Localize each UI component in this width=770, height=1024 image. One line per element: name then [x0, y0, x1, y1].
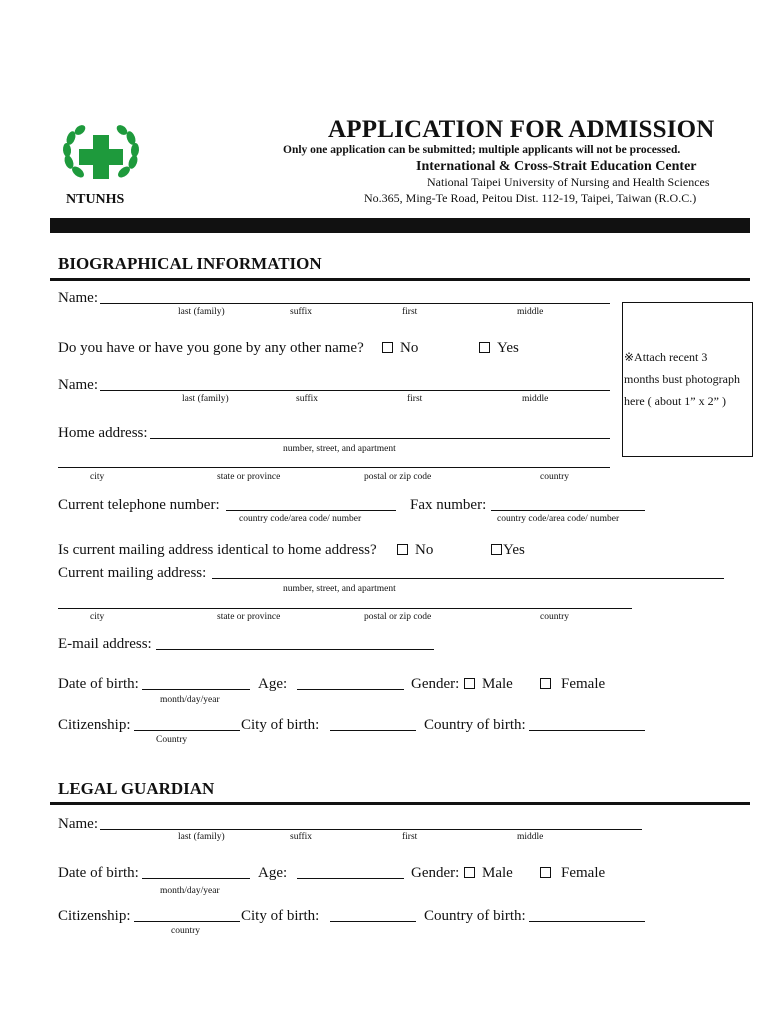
home-address-label: Home address:	[58, 425, 148, 441]
checkbox-icon[interactable]	[479, 342, 490, 353]
other-name-hint-suffix: suffix	[296, 394, 318, 404]
home-address-hint: number, street, and apartment	[283, 444, 396, 454]
age-input[interactable]	[297, 674, 404, 690]
checkbox-icon[interactable]	[464, 867, 475, 878]
home-hint-city: city	[90, 472, 105, 482]
checkbox-icon[interactable]	[540, 678, 551, 689]
mailing-address-input[interactable]	[212, 563, 724, 579]
fax-hint: country code/area code/ number	[497, 514, 620, 524]
other-name-yes-option[interactable]	[479, 340, 519, 357]
mailing-no-label: No	[415, 542, 434, 558]
subtitle: Only one application can be submitted; multiple applicants will not be processed.	[283, 144, 681, 156]
guardian-hint-last: last (family)	[178, 832, 225, 842]
name-hint-last: last (family)	[178, 307, 225, 317]
guardian-hint-first: first	[402, 832, 418, 842]
guardian-dob-input[interactable]	[142, 863, 250, 879]
guardian-city-birth-label: City of birth:	[241, 908, 320, 924]
other-name-question: Do you have or have you gone by any other name?	[58, 340, 364, 356]
dob-label: Date of birth:	[58, 676, 139, 692]
page-title: APPLICATION FOR ADMISSION	[328, 116, 715, 143]
home-hint-state: state or province	[217, 472, 281, 482]
name-hint-first: first	[402, 307, 418, 317]
mailing-yes-option[interactable]	[491, 542, 525, 559]
other-name-input[interactable]	[100, 375, 610, 391]
citizenship-hint: Country	[156, 735, 188, 745]
mailing-hint-city: city	[90, 612, 105, 622]
photo-note-line3: here ( about 1” x 2” )	[624, 394, 726, 408]
logo-text: NTUNHS	[66, 192, 125, 207]
name-hint-suffix: suffix	[290, 307, 312, 317]
guardian-dob-label: Date of birth:	[58, 865, 139, 881]
section-heading-bio: BIOGRAPHICAL INFORMATION	[58, 254, 322, 273]
city-birth-label: City of birth:	[241, 717, 320, 733]
green-cross-logo-icon	[56, 122, 146, 192]
mailing-no-option[interactable]	[397, 542, 433, 559]
guardian-country-birth-input[interactable]	[529, 906, 645, 922]
dob-input[interactable]	[142, 674, 250, 690]
email-label: E-mail address:	[58, 636, 152, 652]
mailing-address-line2-input[interactable]	[58, 593, 632, 609]
mailing-hint-country: country	[540, 612, 570, 622]
other-name-yes-label: Yes	[497, 340, 519, 356]
guardian-name-label: Name:	[58, 816, 98, 832]
logo	[56, 122, 146, 192]
guardian-age-label: Age:	[258, 865, 288, 881]
citizenship-label: Citizenship:	[58, 717, 131, 733]
center-name: International & Cross-Strait Education Center	[416, 159, 697, 174]
section-heading-guardian: LEGAL GUARDIAN	[58, 779, 215, 798]
age-label: Age:	[258, 676, 288, 692]
guardian-female-label: Female	[561, 865, 606, 881]
name-hint-middle: middle	[517, 307, 544, 317]
guardian-hint-suffix: suffix	[290, 832, 312, 842]
phone-input[interactable]	[226, 495, 396, 511]
fax-label: Fax number:	[410, 497, 487, 513]
fax-input[interactable]	[491, 495, 645, 511]
photo-note-line2: months bust photograph	[624, 372, 740, 386]
guardian-male-label: Male	[482, 865, 513, 881]
guardian-citizenship-input[interactable]	[134, 906, 240, 922]
checkbox-icon[interactable]	[540, 867, 551, 878]
name-input[interactable]	[100, 288, 610, 304]
phone-hint: country code/area code/ number	[239, 514, 362, 524]
name-label: Name:	[58, 290, 98, 306]
section-divider-guardian	[50, 802, 750, 805]
email-input[interactable]	[156, 634, 434, 650]
country-birth-label: Country of birth:	[424, 717, 526, 733]
checkbox-icon[interactable]	[491, 544, 502, 555]
photo-note-line1: ※Attach recent 3	[624, 350, 708, 364]
guardian-hint-middle: middle	[517, 832, 544, 842]
male-label: Male	[482, 676, 513, 692]
guardian-gender-label: Gender:	[411, 865, 460, 881]
guardian-citizenship-label: Citizenship:	[58, 908, 131, 924]
university-name: National Taipei University of Nursing and Health Sciences	[427, 175, 710, 189]
other-name-hint-last: last (family)	[182, 394, 229, 404]
mailing-yes-label: Yes	[503, 542, 525, 558]
mailing-address-label: Current mailing address:	[58, 565, 207, 581]
gender-female-option[interactable]	[540, 676, 605, 693]
other-name-no-label: No	[400, 340, 419, 356]
citizenship-input[interactable]	[134, 715, 240, 731]
female-label: Female	[561, 676, 606, 692]
gender-label: Gender:	[411, 676, 460, 692]
guardian-name-input[interactable]	[100, 814, 642, 830]
guardian-citizenship-hint: country	[171, 926, 201, 936]
country-birth-input[interactable]	[529, 715, 645, 731]
guardian-age-input[interactable]	[297, 863, 404, 879]
home-hint-postal: postal or zip code	[364, 472, 432, 482]
section-divider-bio	[50, 278, 750, 281]
checkbox-icon[interactable]	[464, 678, 475, 689]
guardian-country-birth-label: Country of birth:	[424, 908, 526, 924]
other-name-hint-middle: middle	[522, 394, 549, 404]
mailing-address-hint: number, street, and apartment	[283, 584, 396, 594]
guardian-male-option[interactable]	[464, 865, 513, 882]
other-name-no-option[interactable]	[382, 340, 418, 357]
header-divider	[50, 218, 750, 233]
dob-hint: month/day/year	[160, 695, 220, 705]
university-address: No.365, Ming-Te Road, Peitou Dist. 112-19, Taipei, Taiwan (R.O.C.)	[364, 191, 697, 205]
home-hint-country: country	[540, 472, 570, 482]
home-address-input[interactable]	[150, 423, 610, 439]
mailing-hint-state: state or province	[217, 612, 281, 622]
checkbox-icon[interactable]	[382, 342, 393, 353]
phone-label: Current telephone number:	[58, 497, 220, 513]
guardian-dob-hint: month/day/year	[160, 886, 220, 896]
guardian-city-birth-input[interactable]	[330, 906, 416, 922]
gender-male-option[interactable]	[464, 676, 513, 693]
city-birth-input[interactable]	[330, 715, 416, 731]
mailing-question: Is current mailing address identical to home address?	[58, 542, 377, 558]
checkbox-icon[interactable]	[397, 544, 408, 555]
other-name-hint-first: first	[407, 394, 423, 404]
guardian-female-option[interactable]	[540, 865, 605, 882]
other-name-label: Name:	[58, 377, 98, 393]
home-address-line2-input[interactable]	[58, 452, 610, 468]
mailing-hint-postal: postal or zip code	[364, 612, 432, 622]
